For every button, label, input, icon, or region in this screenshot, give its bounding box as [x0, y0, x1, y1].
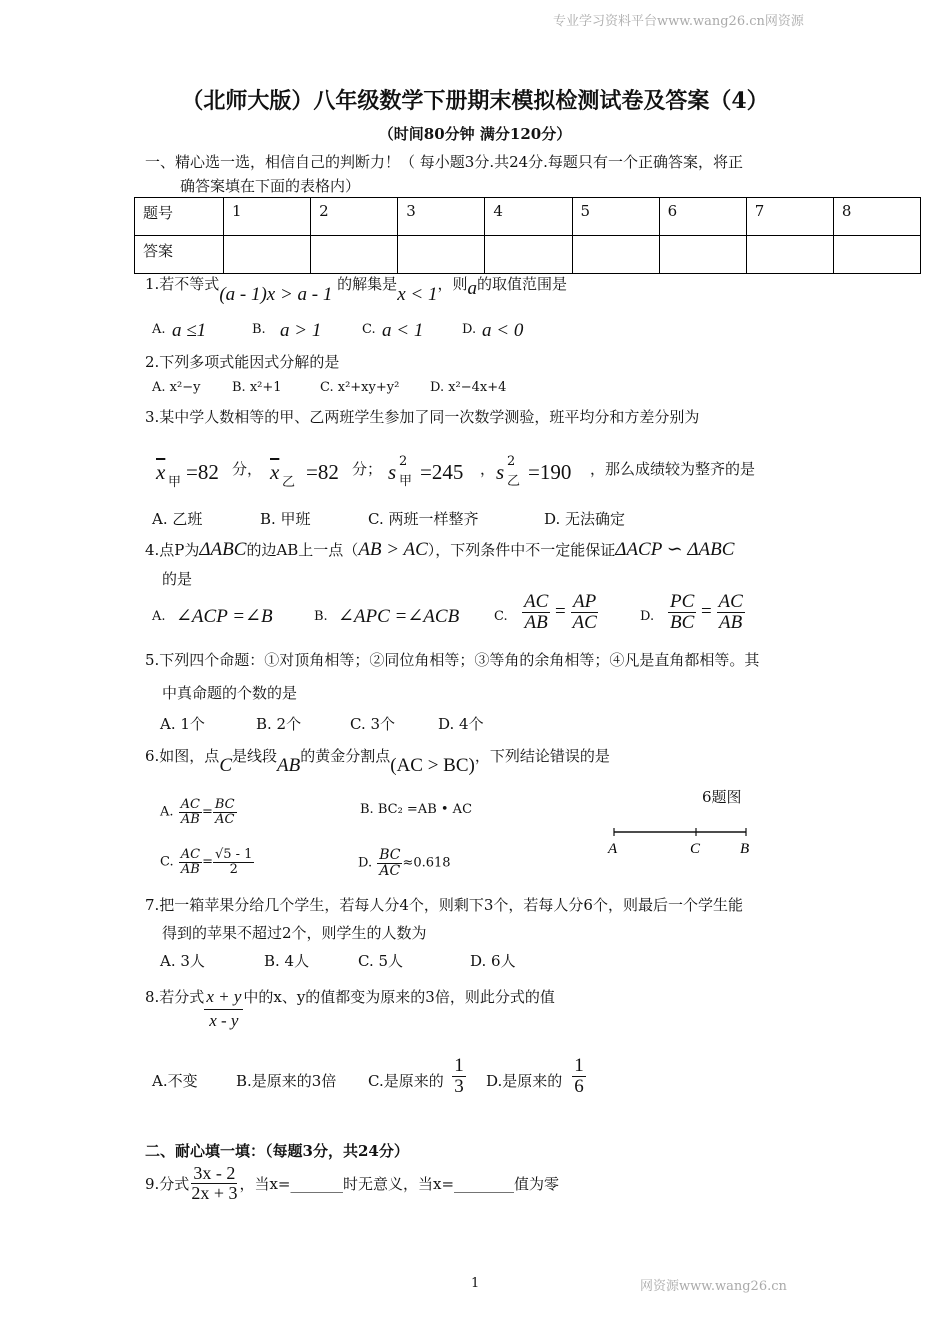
- frac-den: AC: [572, 611, 597, 633]
- frac-den: 2: [229, 861, 238, 877]
- q4-option-b: ∠APC =∠ACB: [338, 606, 460, 627]
- q4-triangle: ΔABC: [199, 539, 247, 560]
- header-watermark: 专业学习资料平台www.wang26.cn网资源: [553, 14, 804, 29]
- q3-option-c: C. 两班一样整齐: [368, 510, 479, 528]
- table-cell: 5: [572, 198, 659, 236]
- table-cell: 6: [659, 198, 746, 236]
- q2-option-d: D. x²−4x+4: [430, 380, 507, 395]
- answer-table: [134, 197, 921, 274]
- q2-option-a: A. x²−y: [152, 380, 201, 395]
- q3-val: =82: [306, 460, 339, 484]
- table-cell: 题号: [135, 198, 224, 236]
- table-cell: 3: [398, 198, 485, 236]
- q8-text: 8.若分式: [145, 988, 205, 1006]
- frac-num: BC: [379, 847, 401, 863]
- q4-stem-line2: 的是: [162, 570, 193, 588]
- table-row: [135, 198, 921, 236]
- q8-options: [152, 1056, 752, 1106]
- q2-option-b: B. x²+1: [232, 380, 282, 395]
- q4-similarity: ΔACP ∽ ΔABC: [615, 539, 735, 560]
- footer-watermark: 网资源www.wang26.cn: [640, 1279, 787, 1294]
- label-c: C: [690, 841, 701, 857]
- q3-sup: 2: [399, 454, 408, 469]
- frac-den: AC: [215, 811, 235, 827]
- q5-stem-2: 中真命题的个数的是: [162, 684, 298, 702]
- q9-text[interactable]: ，当x=_______时无意义，当x=________值为零: [239, 1174, 560, 1193]
- frac-num: 3x - 2: [193, 1163, 236, 1183]
- q9-text: 9.分式: [145, 1174, 190, 1193]
- option-label: C.: [362, 322, 376, 337]
- q6-option-a: A. $\frac{AC}{AB}$ = $\frac{BC}{AC}$: [160, 797, 235, 827]
- option-label: D.: [462, 322, 477, 337]
- answer-cell-8[interactable]: [833, 236, 920, 274]
- page-number: 1: [471, 1276, 480, 1291]
- frac-num: AC: [524, 591, 549, 612]
- option-label: A.: [152, 322, 166, 337]
- q6-text: ，下列结论错误的是: [474, 747, 610, 765]
- q4-option-d: $\frac{PC}{BC}$ = $\frac{AC}{AB}$: [670, 591, 743, 633]
- q6-figure: [604, 822, 764, 858]
- table-cell: 答案: [135, 236, 224, 274]
- frac-den: x - y: [209, 1010, 239, 1030]
- q3-xbar-jia: $\overline{x}$: [156, 460, 166, 484]
- q7-stem-2: 得到的苹果不超过2个，则学生的人数为: [162, 924, 427, 942]
- page-title: （北师大版）八年级数学下册期末模拟检测试卷及答案（4）: [181, 88, 769, 114]
- q1-option-b: a > 1: [280, 320, 322, 341]
- q1-text: 的解集是: [337, 275, 398, 293]
- frac-den: AB: [524, 611, 548, 633]
- option-label: D.: [358, 855, 373, 871]
- option-label: C.: [494, 609, 508, 624]
- q1-text: ，则: [437, 275, 468, 293]
- page-subtitle: （时间80分钟 满分120分）: [378, 125, 572, 143]
- answer-cell-7[interactable]: [746, 236, 833, 274]
- table-cell: 2: [311, 198, 398, 236]
- answer-cell-2[interactable]: [311, 236, 398, 274]
- q3-sub: 乙: [282, 475, 296, 490]
- q6-option-b: [360, 802, 472, 817]
- answer-cell-1[interactable]: [224, 236, 311, 274]
- q6-option-c: C. $\frac{AC}{AB}$ = $\frac{√5 - 1}{2}$: [160, 847, 253, 877]
- q6-figure-label: 6题图: [702, 788, 742, 806]
- frac-den: 6: [574, 1075, 584, 1097]
- section1-instruction-2: 确答案填在下面的表格内）: [180, 177, 361, 195]
- q3-sub: 乙: [507, 474, 521, 489]
- q7-option-b: B. 4人: [264, 952, 310, 970]
- q3-text: 分，: [232, 460, 263, 478]
- q6-option-d-tail: ≈0.618: [402, 855, 451, 871]
- q4-option-a: ∠ACP =∠B: [176, 606, 273, 627]
- q1-var: a: [467, 278, 477, 299]
- option-label: C.: [160, 854, 174, 870]
- frac-den: 3: [454, 1075, 464, 1097]
- q3-s-jia: s: [388, 460, 397, 484]
- frac-num: AP: [573, 591, 597, 612]
- q6-text: 的黄金分割点: [300, 747, 391, 765]
- frac-num: AC: [180, 797, 200, 812]
- q3-option-a: A. 乙班: [152, 510, 203, 528]
- option-label: B.: [360, 802, 374, 817]
- q1-text: 的取值范围是: [476, 275, 567, 293]
- option-label: B.: [252, 322, 266, 337]
- section2-title: 二、耐心填一填：（每题3分，共24分）: [145, 1142, 409, 1160]
- q5-option-d: D. 4个: [438, 715, 484, 733]
- q2-stem: 2.下列多项式能因式分解的是: [145, 353, 340, 371]
- q1-option-a: a ≤1: [172, 320, 207, 341]
- q3-text: 分；: [352, 460, 383, 478]
- answer-cell-4[interactable]: [485, 236, 572, 274]
- option-label: A.: [160, 804, 174, 820]
- q8-frac-d: [572, 1056, 586, 1097]
- q1-stem: [145, 273, 567, 305]
- q3-s-yi: s: [496, 460, 505, 484]
- label-b: B: [740, 841, 750, 857]
- answer-cell-3[interactable]: [398, 236, 485, 274]
- q3-option-b: B. 甲班: [260, 510, 311, 528]
- q1-text: 1.若不等式: [145, 275, 220, 293]
- q3-val: =82: [186, 460, 219, 484]
- q8-option-a: A.不变: [152, 1072, 198, 1090]
- q5-option-c: C. 3个: [350, 715, 396, 733]
- q5-stem-1: 5.下列四个命题：①对顶角相等；②同位角相等；③等角的余角相等；④凡是直角都相等。其: [145, 651, 760, 669]
- q8-text: 中的x、y的值都变为原来的3倍，则此分式的值: [243, 988, 555, 1006]
- q7-option-c: C. 5人: [358, 952, 404, 970]
- q3-text: ，那么成绩较为整齐的是: [590, 460, 756, 478]
- q7-option-d: D. 6人: [470, 952, 516, 970]
- option-label: B.: [314, 609, 328, 624]
- q9-stem: [145, 1164, 559, 1203]
- q8-frac-c: [452, 1056, 466, 1097]
- q8-stem: [145, 986, 555, 1033]
- q6-text: 是线段: [232, 747, 278, 765]
- frac-num: AC: [718, 591, 743, 612]
- q3-sub: 甲: [168, 475, 182, 490]
- q8-option-b: B.是原来的3倍: [236, 1072, 337, 1090]
- q6-point: C: [219, 755, 232, 776]
- q6-segment: AB: [277, 755, 301, 776]
- frac-num: 1: [574, 1055, 584, 1076]
- label-a: A: [608, 841, 618, 857]
- q7-option-a: A. 3人: [160, 952, 205, 970]
- frac-den: AB: [719, 611, 743, 633]
- q1-option-c: a < 1: [382, 320, 424, 341]
- table-row: [135, 236, 921, 274]
- q1-solution: x < 1: [397, 284, 438, 305]
- table-cell: 8: [833, 198, 920, 236]
- q3-sup: 2: [507, 454, 516, 469]
- q1-option-d: a < 0: [482, 320, 524, 341]
- q3-text: ，: [480, 460, 496, 478]
- q3-option-d: D. 无法确定: [544, 510, 626, 528]
- q3-xbar-yi: $\overline{x}$: [270, 460, 280, 484]
- q5-option-a: A. 1个: [160, 715, 205, 733]
- q8-option-c: C.是原来的: [368, 1072, 444, 1090]
- frac-den: BC: [670, 611, 695, 633]
- q8-option-d: D.是原来的: [486, 1072, 563, 1090]
- frac-num: 1: [454, 1055, 464, 1076]
- q4-text: 的边AB上一点（: [246, 541, 359, 559]
- q3-val: =190: [528, 460, 572, 484]
- table-cell: 4: [485, 198, 572, 236]
- q1-inequality: (a - 1)x > a - 1: [219, 284, 333, 305]
- answer-cell-5[interactable]: [572, 236, 659, 274]
- q3-stem: 3.某中学人数相等的甲、乙两班学生参加了同一次数学测验，班平均分和方差分别为: [145, 408, 700, 426]
- table-cell: 1: [224, 198, 311, 236]
- q4-text: 4.点P为: [145, 541, 200, 559]
- option-label: A.: [152, 609, 166, 624]
- q4-condition: AB > AC: [358, 539, 428, 560]
- option-label: D.: [640, 609, 655, 624]
- q6-option-d: [358, 848, 451, 878]
- frac-num: √5 - 1: [214, 847, 253, 862]
- frac-num: BC: [214, 797, 235, 812]
- q6-condition: (AC > BC): [390, 755, 475, 776]
- q4-text: ），下列条件中不一定能保证: [427, 541, 616, 559]
- q4-options: [152, 592, 802, 644]
- q3-sub: 甲: [399, 474, 413, 489]
- table-cell: 7: [746, 198, 833, 236]
- q6-option-b-text: BC₂ =AB • AC: [377, 802, 473, 817]
- q7-stem-1: 7.把一箱苹果分给几个学生，若每人分4个，则剩下3个，若每人分6个，则最后一个学生能: [145, 896, 743, 914]
- frac-den: 2x + 3: [191, 1182, 238, 1203]
- frac-num: AC: [180, 847, 201, 862]
- frac-num: x + y: [204, 986, 243, 1010]
- q5-option-b: B. 2个: [256, 715, 302, 733]
- q3-val: =245: [420, 460, 464, 484]
- frac-num: PC: [670, 591, 695, 612]
- frac-den: AB: [180, 811, 200, 827]
- frac-den: AC: [379, 862, 401, 879]
- answer-cell-6[interactable]: [659, 236, 746, 274]
- q6-stem: [145, 745, 610, 776]
- q4-option-c: $\frac{AC}{AB}$ = $\frac{AP}{AC}$: [524, 591, 597, 633]
- frac-den: AB: [180, 861, 200, 877]
- section1-instruction-1: 一、精心选一选，相信自己的判断力！（ 每小题3分.共24分.每题只有一个正确答案，将正: [145, 153, 743, 171]
- q3-formula: [156, 452, 856, 492]
- q4-stem: [145, 538, 734, 561]
- q6-text: 6.如图，点: [145, 747, 220, 765]
- q2-option-c: C. x²+xy+y²: [320, 380, 400, 395]
